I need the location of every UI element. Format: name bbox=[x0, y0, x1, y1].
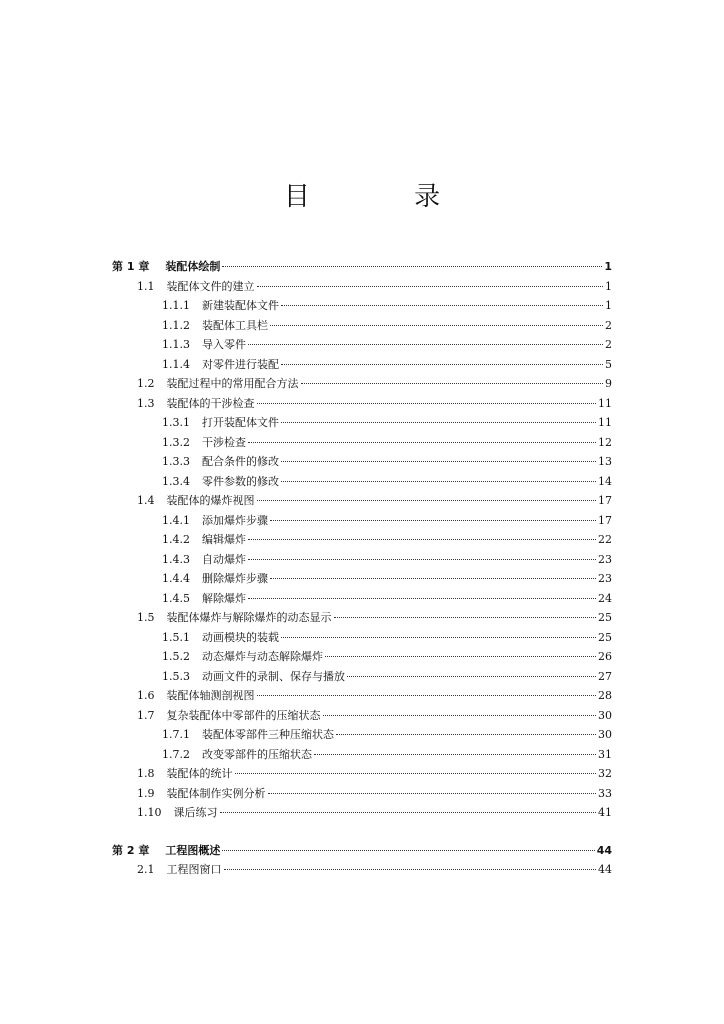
toc-section-entry[interactable] bbox=[112, 277, 612, 297]
dot-leader bbox=[314, 753, 596, 755]
toc-entry-page: 32 bbox=[598, 767, 612, 780]
toc-entry-number: 1.1 bbox=[137, 279, 155, 293]
dot-leader bbox=[323, 714, 597, 716]
toc-entry-page: 25 bbox=[598, 611, 612, 624]
toc-entry-title: 工程图窗口 bbox=[166, 863, 222, 876]
toc-section-entry[interactable] bbox=[112, 784, 612, 804]
toc-section-entry[interactable] bbox=[112, 355, 612, 375]
dot-leader bbox=[224, 868, 597, 870]
dot-leader bbox=[281, 460, 596, 462]
toc-chapter-entry[interactable] bbox=[112, 841, 612, 861]
toc-entry-page: 24 bbox=[598, 591, 612, 605]
toc-section-entry[interactable] bbox=[112, 413, 612, 433]
toc-entry-page: 23 bbox=[598, 552, 612, 566]
toc-entry-title: 装配体轴测剖视图 bbox=[166, 689, 255, 702]
toc-entry-number: 1.5.3 bbox=[162, 669, 190, 683]
toc-section-entry[interactable] bbox=[112, 472, 612, 492]
toc-entry-page: 17 bbox=[598, 494, 612, 507]
toc-section-entry[interactable] bbox=[112, 335, 612, 355]
toc-entry-number: 1.4.1 bbox=[162, 513, 190, 527]
toc-entry-page: 22 bbox=[598, 533, 612, 546]
toc-entry-page: 11 bbox=[598, 416, 612, 429]
toc-section-entry[interactable] bbox=[112, 860, 612, 880]
toc-entry-title: 动画模块的装载 bbox=[202, 630, 279, 644]
toc-entry-number: 1.1.4 bbox=[162, 357, 190, 371]
toc-entry-title: 装配体爆炸与解除爆炸的动态显示 bbox=[166, 611, 332, 624]
dot-leader bbox=[334, 616, 597, 618]
toc-section-entry[interactable] bbox=[112, 764, 612, 784]
toc-entry-page: 9 bbox=[605, 377, 612, 390]
toc-entry-title: 装配体的统计 bbox=[166, 767, 233, 780]
toc-entry-number: 1.7.2 bbox=[162, 747, 190, 761]
toc-entry-page: 23 bbox=[598, 572, 612, 585]
toc-entry-number: 1.3 bbox=[137, 396, 155, 410]
dot-leader bbox=[257, 285, 604, 287]
toc-entry-page: 17 bbox=[598, 513, 612, 527]
toc-entry-title: 装配过程中的常用配合方法 bbox=[166, 377, 299, 390]
toc-entry-number: 1.7 bbox=[137, 708, 155, 722]
toc-entry-page: 26 bbox=[598, 650, 612, 663]
toc-entry-title: 配合条件的修改 bbox=[202, 455, 279, 468]
toc-entry-title: 添加爆炸步骤 bbox=[202, 513, 268, 527]
toc-entry-page: 25 bbox=[598, 630, 612, 644]
toc-section-entry[interactable] bbox=[112, 706, 612, 726]
toc-entry-page: 1 bbox=[605, 299, 612, 312]
toc-entry-title: 删除爆炸步骤 bbox=[202, 572, 268, 585]
toc-entry-number: 1.5.1 bbox=[162, 630, 190, 644]
dot-leader bbox=[336, 733, 596, 735]
toc-section-entry[interactable] bbox=[112, 394, 612, 414]
toc-entry-page: 1 bbox=[605, 279, 612, 293]
toc-section-entry[interactable] bbox=[112, 608, 612, 628]
toc-entry-title: 复杂装配体中零部件的压缩状态 bbox=[166, 708, 321, 722]
toc-entry-title: 新建装配体文件 bbox=[202, 299, 279, 312]
toc-entry-title: 解除爆炸 bbox=[202, 591, 246, 605]
dot-leader bbox=[257, 499, 597, 501]
toc-section-entry[interactable] bbox=[112, 745, 612, 765]
toc-entry-page: 41 bbox=[598, 806, 612, 819]
toc-entry-number: 1.3.3 bbox=[162, 455, 190, 468]
dot-leader bbox=[281, 636, 596, 638]
toc-entry-title: 装配体制作实例分析 bbox=[166, 786, 266, 800]
dot-leader bbox=[268, 792, 597, 794]
table-of-contents bbox=[112, 257, 612, 880]
dot-leader bbox=[325, 655, 596, 657]
toc-entry-title: 导入零件 bbox=[202, 338, 246, 351]
toc-entry-number: 1.7.1 bbox=[162, 728, 190, 741]
toc-entry-title: 编辑爆炸 bbox=[202, 533, 246, 546]
toc-entry-page: 27 bbox=[598, 669, 612, 683]
dot-leader bbox=[248, 597, 596, 599]
toc-entry-page: 44 bbox=[596, 843, 612, 857]
toc-entry-title: 动画文件的录制、保存与播放 bbox=[202, 669, 345, 683]
toc-section-entry[interactable] bbox=[112, 686, 612, 706]
dot-leader bbox=[257, 402, 597, 404]
toc-section-entry[interactable] bbox=[112, 316, 612, 336]
dot-leader bbox=[222, 849, 594, 851]
toc-entry-title: 课后练习 bbox=[173, 806, 218, 819]
toc-entry-page: 12 bbox=[598, 435, 612, 449]
dot-leader bbox=[248, 441, 596, 443]
toc-entry-page: 28 bbox=[598, 689, 612, 702]
toc-entry-number: 1.6 bbox=[137, 689, 155, 702]
toc-entry-number: 1.4 bbox=[137, 494, 155, 507]
toc-entry-title: 装配体绘制 bbox=[165, 260, 221, 273]
dot-leader bbox=[281, 421, 596, 423]
dot-leader bbox=[347, 675, 596, 677]
toc-section-entry[interactable] bbox=[112, 803, 612, 823]
toc-entry-title: 干涉检查 bbox=[202, 435, 246, 449]
toc-entry-number: 2.1 bbox=[137, 863, 155, 876]
toc-section-entry[interactable] bbox=[112, 569, 612, 589]
toc-entry-page: 5 bbox=[605, 357, 612, 371]
toc-entry-title: 装配体的爆炸视图 bbox=[166, 494, 255, 507]
toc-entry-title: 动态爆炸与动态解除爆炸 bbox=[202, 650, 323, 663]
dot-leader bbox=[270, 577, 596, 579]
toc-entry-title: 改变零部件的压缩状态 bbox=[202, 747, 312, 761]
toc-entry-title: 装配体工具栏 bbox=[202, 318, 268, 332]
toc-entry-title: 自动爆炸 bbox=[202, 552, 246, 566]
toc-entry-number: 1.3.2 bbox=[162, 435, 190, 449]
toc-section-entry[interactable] bbox=[112, 589, 612, 609]
toc-entry-page: 33 bbox=[598, 786, 612, 800]
toc-entry-page: 2 bbox=[605, 318, 612, 332]
toc-entry-number: 1.1.3 bbox=[162, 338, 190, 351]
toc-section-entry[interactable] bbox=[112, 530, 612, 550]
toc-entry-number: 1.4.4 bbox=[162, 572, 190, 585]
toc-entry-title: 工程图概述 bbox=[165, 843, 221, 857]
toc-entry-number: 1.2 bbox=[137, 377, 155, 390]
toc-section-entry[interactable] bbox=[112, 452, 612, 472]
toc-section-entry[interactable] bbox=[112, 647, 612, 667]
dot-leader bbox=[220, 811, 597, 813]
toc-section-entry[interactable] bbox=[112, 667, 612, 687]
dot-leader bbox=[270, 324, 603, 326]
toc-entry-title: 装配体的干涉检查 bbox=[166, 396, 255, 410]
toc-section-entry[interactable] bbox=[112, 296, 612, 316]
toc-entry-number: 1.3.1 bbox=[162, 416, 190, 429]
dot-leader bbox=[270, 519, 596, 521]
dot-leader bbox=[248, 558, 596, 560]
toc-section-entry[interactable] bbox=[112, 433, 612, 453]
toc-entry-number: 第 2 章 bbox=[112, 843, 150, 857]
dot-leader bbox=[281, 480, 596, 482]
toc-entry-title: 装配体零部件三种压缩状态 bbox=[202, 728, 334, 741]
toc-entry-page: 13 bbox=[598, 455, 612, 468]
toc-entry-page: 2 bbox=[605, 338, 612, 351]
toc-entry-page: 1 bbox=[604, 260, 612, 273]
dot-leader bbox=[257, 694, 597, 696]
toc-entry-page: 30 bbox=[598, 728, 612, 741]
dot-leader bbox=[248, 343, 603, 345]
toc-entry-page: 14 bbox=[598, 474, 612, 488]
toc-section-entry[interactable] bbox=[112, 374, 612, 394]
dot-leader bbox=[222, 265, 602, 267]
toc-section-entry[interactable] bbox=[112, 628, 612, 648]
toc-entry-title: 零件参数的修改 bbox=[202, 474, 279, 488]
toc-entry-title: 对零件进行装配 bbox=[202, 357, 279, 371]
toc-entry-page: 44 bbox=[598, 863, 612, 876]
page-title: 目 录 bbox=[283, 182, 489, 212]
toc-entry-number: 1.3.4 bbox=[162, 474, 190, 488]
toc-entry-page: 11 bbox=[598, 396, 612, 410]
toc-entry-number: 1.8 bbox=[137, 767, 155, 780]
toc-entry-number: 1.1.2 bbox=[162, 318, 190, 332]
toc-entry-number: 1.9 bbox=[137, 786, 155, 800]
toc-chapter-entry[interactable] bbox=[112, 257, 612, 277]
toc-entry-title: 装配体文件的建立 bbox=[166, 279, 255, 293]
toc-section-entry[interactable] bbox=[112, 725, 612, 745]
toc-entry-number: 1.4.2 bbox=[162, 533, 190, 546]
toc-section-entry[interactable] bbox=[112, 491, 612, 511]
toc-entry-number: 第 1 章 bbox=[112, 260, 150, 273]
dot-leader bbox=[235, 772, 597, 774]
toc-entry-number: 1.10 bbox=[137, 806, 162, 819]
toc-entry-title: 打开装配体文件 bbox=[202, 416, 279, 429]
toc-section-entry[interactable] bbox=[112, 550, 612, 570]
toc-entry-number: 1.4.5 bbox=[162, 591, 190, 605]
dot-leader bbox=[281, 363, 603, 365]
toc-entry-page: 30 bbox=[598, 708, 612, 722]
toc-entry-page: 31 bbox=[598, 747, 612, 761]
dot-leader bbox=[248, 538, 596, 540]
dot-leader bbox=[281, 304, 603, 306]
toc-entry-number: 1.5 bbox=[137, 611, 155, 624]
dot-leader bbox=[301, 382, 604, 384]
toc-entry-number: 1.1.1 bbox=[162, 299, 190, 312]
toc-entry-number: 1.4.3 bbox=[162, 552, 190, 566]
toc-entry-number: 1.5.2 bbox=[162, 650, 190, 663]
toc-section-entry[interactable] bbox=[112, 511, 612, 531]
